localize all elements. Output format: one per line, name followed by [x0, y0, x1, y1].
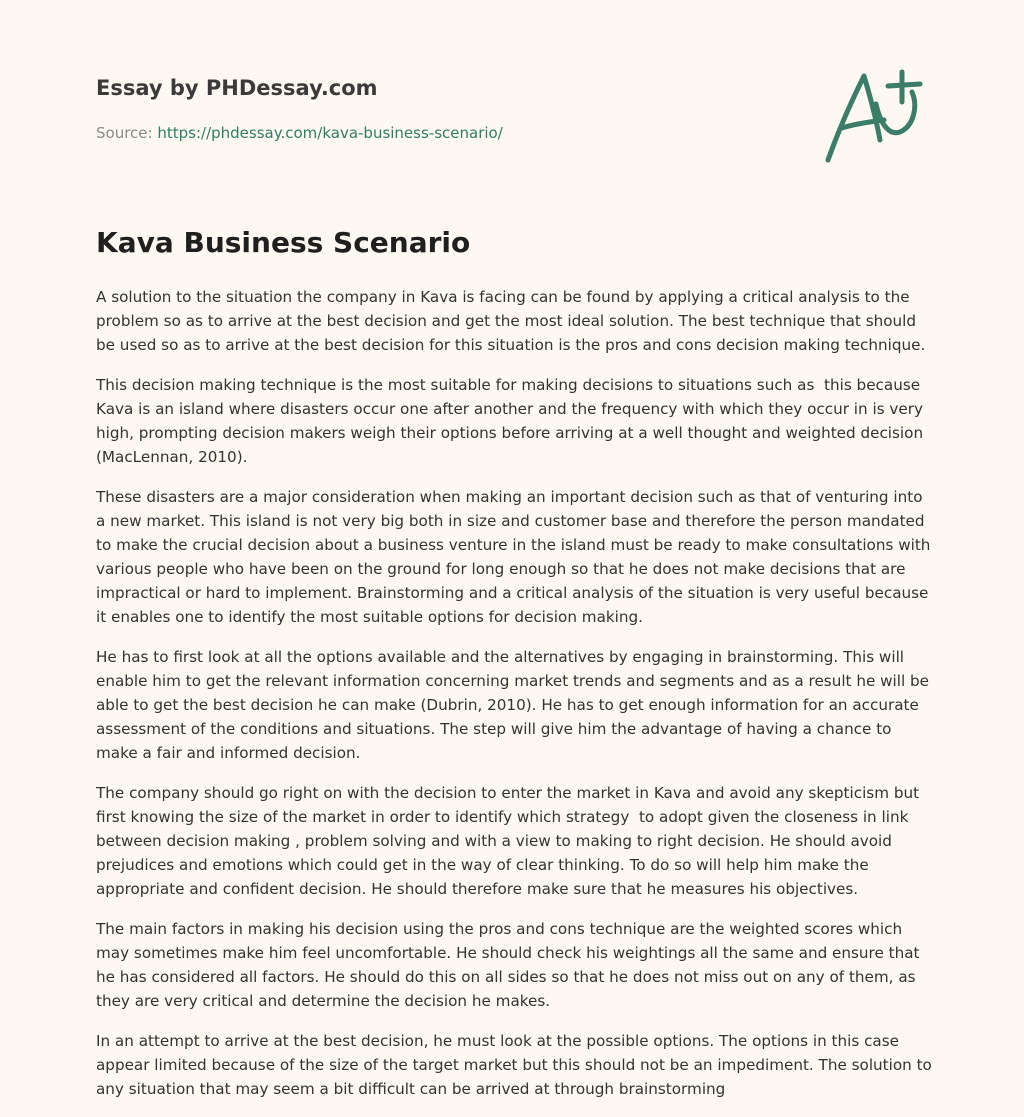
page [96, 0, 937, 1098]
site-title: Essay by PHDessay.com [96, 76, 378, 100]
article-title: Kava Business Scenario [96, 226, 471, 259]
source-label: Source: [96, 124, 153, 142]
article-paragraph: A solution to the situation the company in Kava is facing can be found by applying a critical analysis to the problem so as to arrive at the best decision and get the most ideal solution. The best technique that should be used so as to arrive at the best decision for this situation is the pros and cons decision making technique. [96, 288, 926, 354]
a-plus-grade-icon [822, 66, 926, 166]
article-paragraph: This decision making technique is the most suitable for making decisions to situations such as this because Kava is an island where disasters occur one after another and the frequency with which they occur in is very high, prompting decision makers weigh their options before arriving at a well thought and weighted decision (MacLennan, 2010). [96, 376, 928, 466]
source-link[interactable]: https://phdessay.com/kava-business-scenario/ [157, 124, 503, 142]
article-paragraph: The main factors in making his decision using the pros and cons technique are the weighted scores which may sometimes make him feel uncomfortable. He should check his weightings all the same and ensure that he has considered all factors. He should do this on all sides so that he does not miss out on any of them, as they are very critical and determine the decision he makes. [96, 920, 925, 1010]
article-paragraph: In an attempt to arrive at the best decision, he must look at the possible options. The options in this case appear limited because of the size of the target market but this should not be an impediment. The solution to any situation that may seem a bit difficult can be arrived at through brainstorming [96, 1032, 937, 1098]
source-line [96, 124, 503, 142]
header [96, 0, 932, 200]
article-paragraph: These disasters are a major consideration when making an important decision such as that of venturing into a new market. This island is not very big both in size and customer base and therefore the person mandated to make the crucial decision about a business venture in the island must be ready to make consultations with various people who have been on the ground for long enough so that he does not make decisions that are impractical or hard to implement. Brainstorming and a critical analysis of the situation is very useful because it enables one to identify the most suitable options for decision making. [96, 488, 936, 626]
article-paragraph: He has to first look at all the options available and the alternatives by engaging in brainstorming. This will enable him to get the relevant information concerning market trends and segments and as a result he will be able to get the best decision he can make (Dubrin, 2010). He has to get enough information for an accurate assessment of the conditions and situations. The step will give him the advantage of having a chance to make a fair and informed decision. [96, 648, 934, 762]
article-paragraph: The company should go right on with the decision to enter the market in Kava and avoid any skepticism but first knowing the size of the market in order to identify which strategy to adopt given the closeness in link between decision making , problem solving and with a view to making to right decision. He should avoid prejudices and emotions which could get in the way of clear thinking. To do so will help him make the appropriate and confident decision. He should therefore make sure that he measures his objectives. [96, 784, 924, 898]
article-body [96, 285, 937, 1117]
